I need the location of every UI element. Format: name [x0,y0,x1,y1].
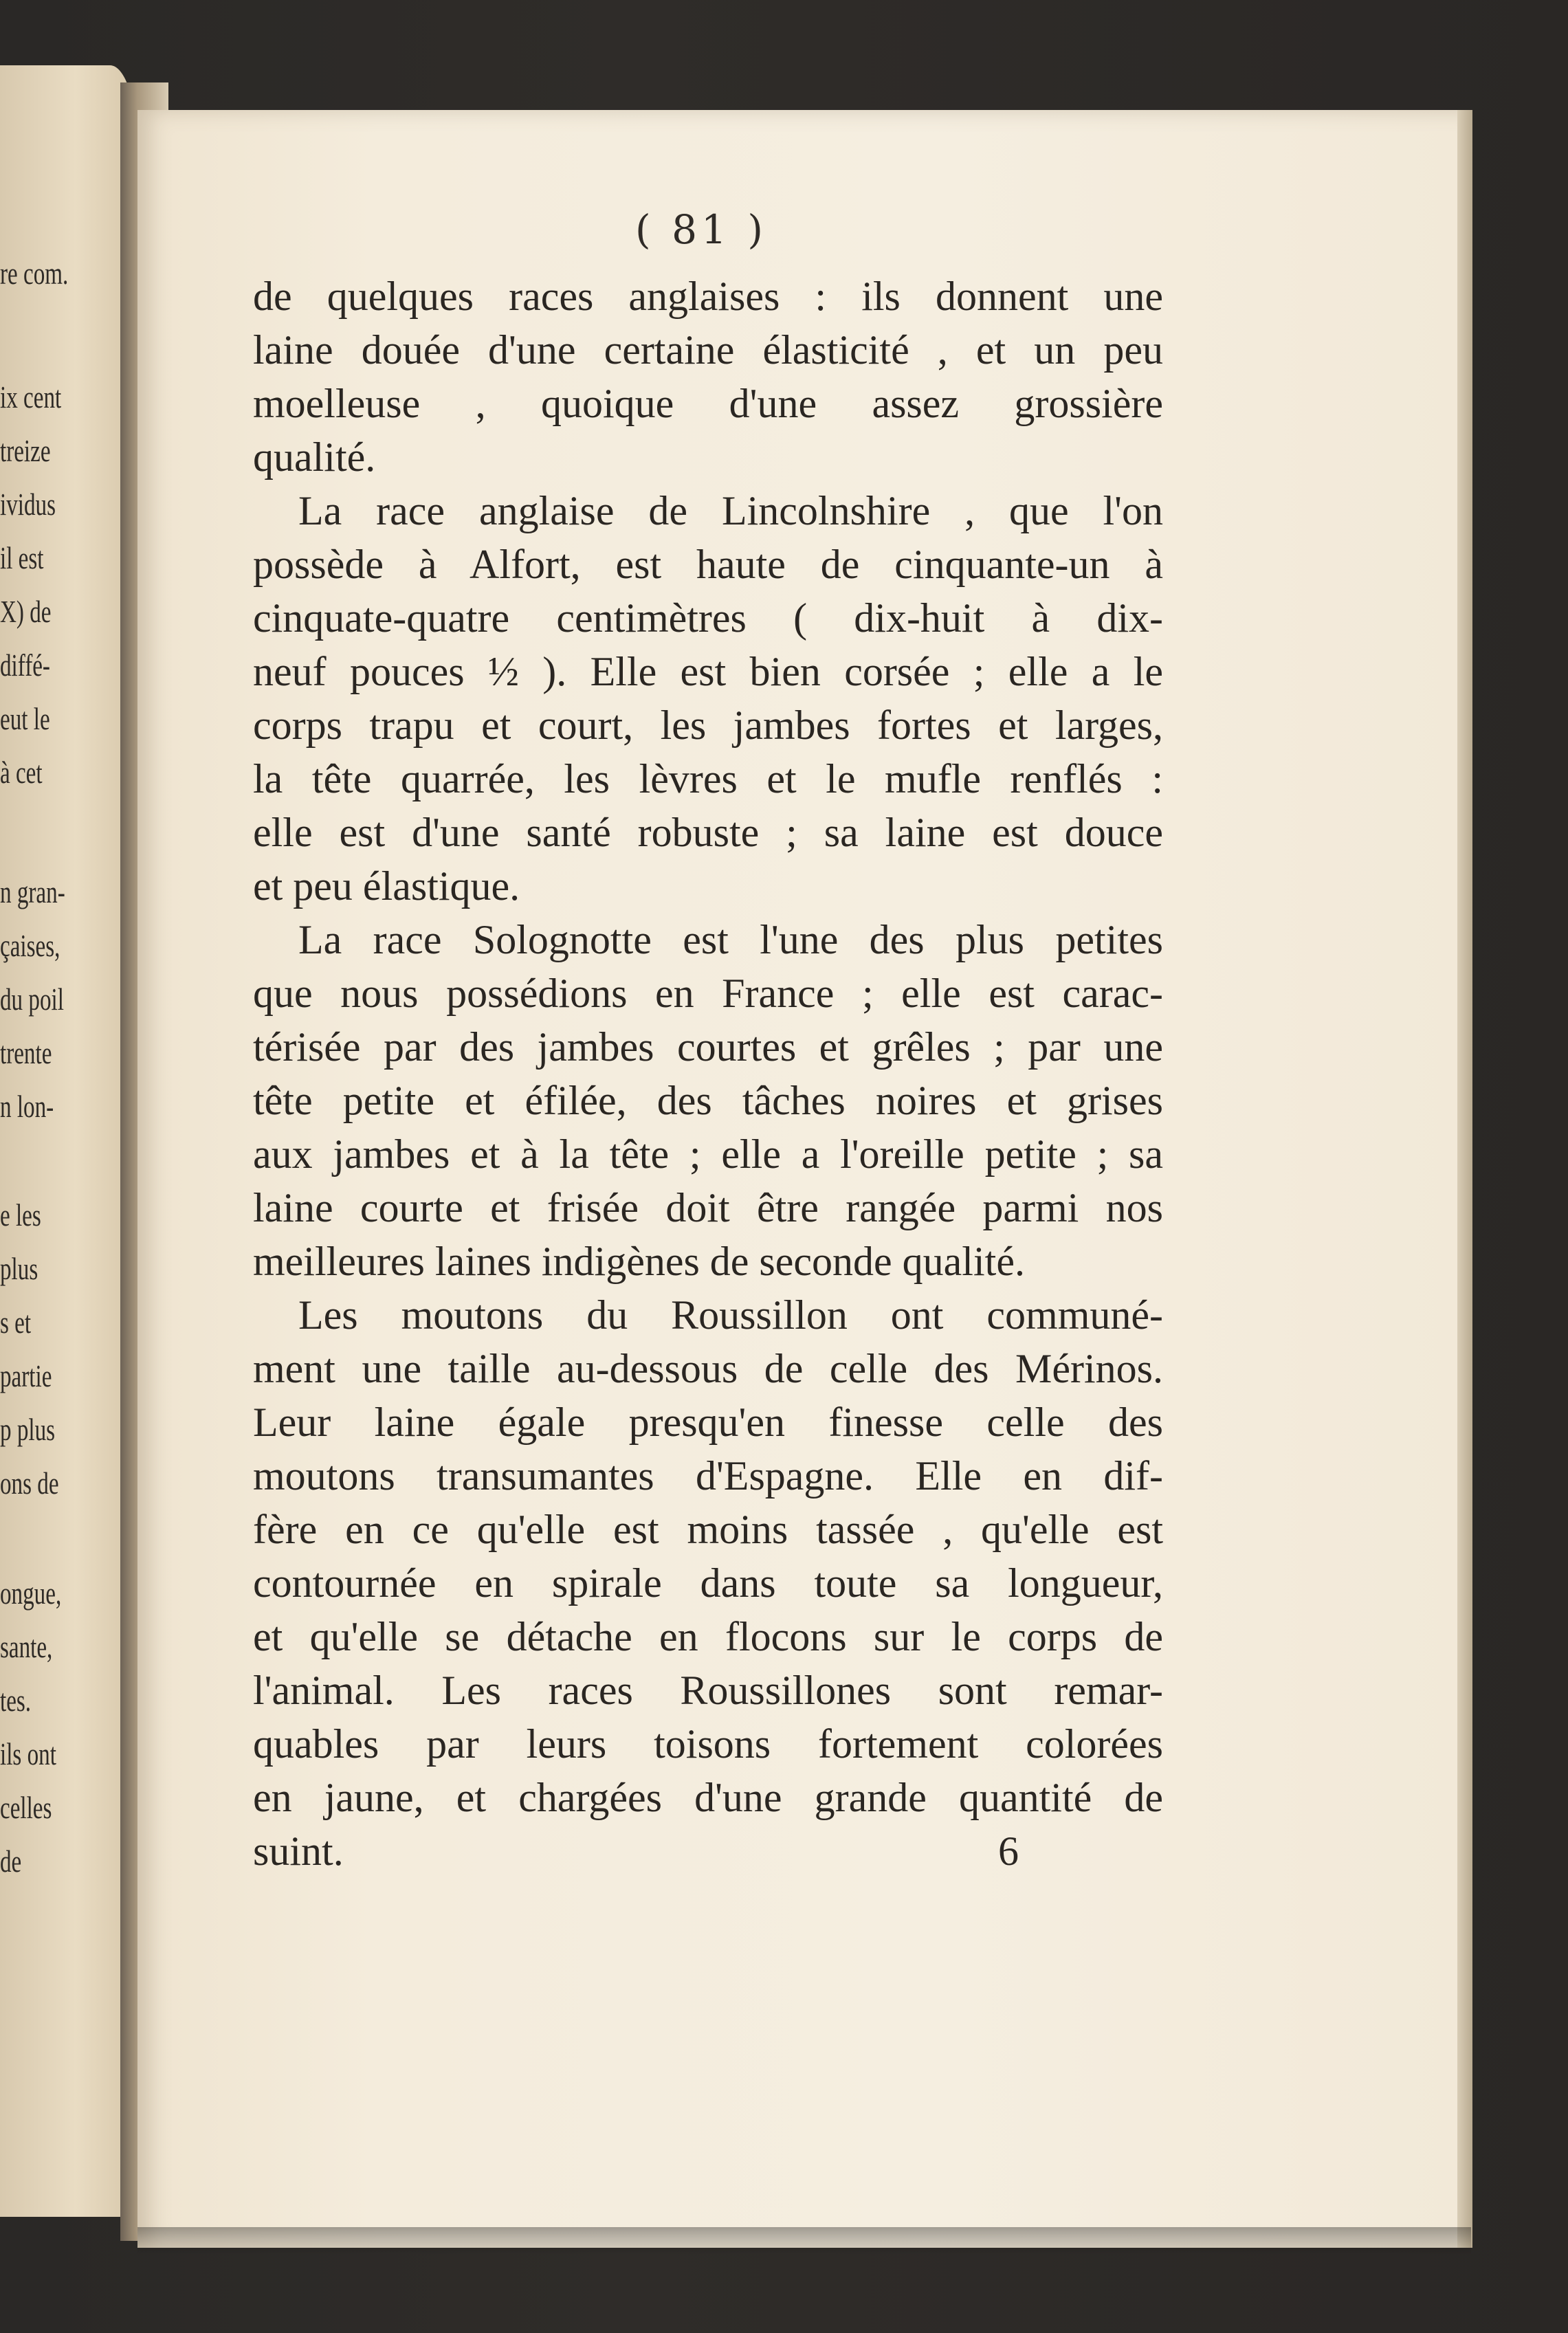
left-page-fragment: çaises, [0,928,60,963]
text-line: Leur laine égale presqu'en finesse celle des [253,1400,1163,1445]
left-page-fragment: ongue, [0,1575,62,1611]
text-line: contournée en spirale dans toute sa longueur, [253,1560,1163,1606]
left-page-fragment: ils ont [0,1736,56,1771]
text-line: corps trapu et court, les jambes fortes et larges, [253,703,1163,748]
text-line: elle est d'une santé robuste ; sa laine est douce [253,810,1163,855]
left-page-fragment: ividus [0,487,56,522]
text-line: La race anglaise de Lincolnshire , que l'on [298,488,1163,533]
text-line: de quelques races anglaises : ils donnent une [253,274,1163,319]
text-line: moutons transumantes d'Espagne. Elle en dif- [253,1453,1163,1499]
left-page-fragment: trente [0,1035,52,1070]
left-page-fragment: celles [0,1790,52,1825]
text-line: qualité. [253,434,376,480]
left-facing-page [0,65,137,2217]
text-line: ment une taille au-dessous de celle des Mérinos. [253,1346,1163,1391]
text-line: aux jambes et à la tête ; elle a l'oreille petite ; sa [253,1131,1163,1177]
page-shadow [137,2227,1471,2255]
text-line: et qu'elle se détache en flocons sur le corps de [253,1614,1163,1659]
left-page-fragment: re com. [0,256,69,291]
left-page-fragment: e les [0,1197,41,1232]
page-number: ( 81 ) [635,206,767,253]
text-line: quables par leurs toisons fortement colorées [253,1721,1163,1767]
left-page-fragment: n lon- [0,1089,54,1124]
page-edge [1457,110,1472,2248]
text-line: laine douée d'une certaine élasticité , et un peu [253,327,1163,373]
left-page-fragment: de [0,1844,22,1879]
left-page-fragment: s et [0,1305,32,1340]
left-page-fragment: treize [0,433,51,468]
left-page-fragment: ix cent [0,379,62,414]
left-page-fragment: n gran- [0,874,65,909]
text-line: que nous possédions en France ; elle est carac- [253,971,1163,1016]
final-line [253,1824,1163,1878]
text-line: cinquate-quatre centimètres ( dix-huit à dix- [253,595,1163,641]
text-line: possède à Alfort, est haute de cinquante-un à [253,542,1163,587]
text-line: l'animal. Les races Roussillones sont remar- [253,1668,1163,1713]
text-line: La race Solognotte est l'une des plus petites [298,917,1163,962]
left-page-fragment: diffé- [0,648,50,683]
text-line: meilleures laines indigènes de seconde qualité. [253,1239,1025,1284]
left-page-fragment: ons de [0,1466,59,1501]
left-page-fragment: il est [0,540,44,575]
left-page-fragment: à cet [0,755,43,790]
text-line: la tête quarrée, les lèvres et le mufle renflés : [253,756,1163,801]
left-page-fragment: du poil [0,982,64,1017]
body-text [253,269,1163,1878]
text-line: Les moutons du Roussillon ont communé- [298,1292,1163,1338]
left-page-fragment: partie [0,1358,52,1393]
left-page-fragment: sante, [0,1629,53,1664]
text-line: en jaune, et chargées d'une grande quantité de [253,1775,1163,1820]
text-line: laine courte et frisée doit être rangée parmi nos [253,1185,1163,1230]
left-page-fragment: eut le [0,701,50,736]
left-page-fragment: plus [0,1251,38,1286]
left-page-fragment: p plus [0,1412,56,1447]
left-page-fragment: tes. [0,1683,32,1718]
text-line: et peu élastique. [253,863,520,909]
text-line: neuf pouces ½ ). Elle est bien corsée ; elle a le [253,649,1163,694]
text-line: térisée par des jambes courtes et grêles ; par une [253,1024,1163,1070]
left-page-fragment: X) de [0,594,52,629]
final-word: suint. [253,1828,344,1874]
signature-mark: 6 [998,1828,1019,1874]
text-line: tête petite et éfilée, des tâches noires et grises [253,1078,1163,1123]
text-line: moelleuse , quoique d'une assez grossière [253,381,1163,426]
text-line: fère en ce qu'elle est moins tassée , qu'elle est [253,1507,1163,1552]
